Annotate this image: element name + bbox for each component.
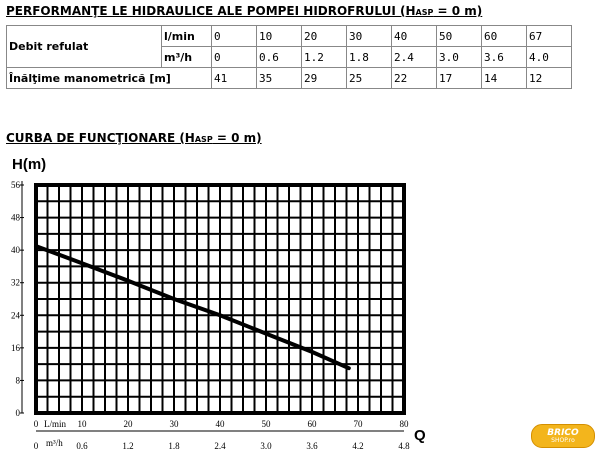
unit-m3h: m³/h bbox=[162, 47, 212, 68]
table-cell: 0 bbox=[212, 47, 257, 68]
x2-tick-label: 3.0 bbox=[260, 441, 272, 451]
x-tick-label: 50 bbox=[261, 419, 271, 429]
table-cell: 3.6 bbox=[482, 47, 527, 68]
y-tick-label: 8 bbox=[15, 375, 20, 386]
flow-label: Debit refulat bbox=[7, 26, 162, 68]
x2-tick-label: 2.4 bbox=[214, 441, 226, 451]
table-cell: 35 bbox=[257, 68, 302, 89]
x2-tick-label: 0 bbox=[33, 441, 39, 451]
table-cell: 20 bbox=[302, 26, 347, 47]
x-tick-label: 30 bbox=[169, 419, 179, 429]
y-tick-label: 32 bbox=[11, 277, 20, 288]
unit-lmin: l/min bbox=[162, 26, 212, 47]
title-main: PERFORMANŢE LE HIDRAULICE ALE POMPEI HIDROFRULUI (H bbox=[6, 4, 416, 18]
y-tick-label: 48 bbox=[11, 212, 20, 223]
data-point bbox=[311, 350, 314, 353]
chart-title bbox=[6, 131, 262, 145]
table-cell: 10 bbox=[257, 26, 302, 47]
x-unit-label: L/min bbox=[44, 419, 66, 429]
data-point bbox=[265, 332, 268, 335]
x2-tick-label: 1.2 bbox=[122, 441, 134, 451]
table-cell: 30 bbox=[347, 26, 392, 47]
logo-line2: SHOP.ro bbox=[551, 436, 575, 444]
x-tick-label: 10 bbox=[77, 419, 87, 429]
performance-table-title bbox=[6, 4, 482, 18]
table-cell: 22 bbox=[392, 68, 437, 89]
table-cell: 1.8 bbox=[347, 47, 392, 68]
performance-table bbox=[6, 25, 572, 89]
data-point bbox=[35, 245, 38, 248]
y-tick-label: 40 bbox=[11, 245, 20, 256]
table-cell: 17 bbox=[437, 68, 482, 89]
data-point bbox=[219, 314, 222, 317]
x2-tick-label: 1.8 bbox=[168, 441, 180, 451]
x2-unit-label: m³/h bbox=[46, 438, 63, 448]
title-subscript: ASP bbox=[415, 8, 434, 17]
title-main: CURBA DE FUNCŢIONARE (H bbox=[6, 131, 195, 145]
table-cell: 14 bbox=[482, 68, 527, 89]
y-tick-label: 24 bbox=[11, 310, 20, 321]
table-cell: 40 bbox=[392, 26, 437, 47]
bricoshop-logo bbox=[531, 424, 595, 448]
x-tick-label: 60 bbox=[307, 419, 317, 429]
x2-tick-label: 4.8 bbox=[398, 441, 410, 451]
x-tick-label: 80 bbox=[399, 419, 409, 429]
data-point bbox=[81, 262, 84, 265]
x2-tick-label: 3.6 bbox=[306, 441, 318, 451]
table-cell: 1.2 bbox=[302, 47, 347, 68]
grid bbox=[36, 185, 404, 413]
table-cell: 41 bbox=[212, 68, 257, 89]
table-cell: 25 bbox=[347, 68, 392, 89]
x-axis-label: Q bbox=[414, 427, 426, 444]
title-end: = 0 m) bbox=[433, 4, 483, 18]
table-cell: 67 bbox=[527, 26, 572, 47]
head-label: Înălţime manometrică [m] bbox=[7, 68, 212, 89]
table-cell: 50 bbox=[437, 26, 482, 47]
title-subscript: ASP bbox=[194, 135, 213, 144]
logo-line1: BRICO bbox=[547, 427, 579, 438]
data-point bbox=[127, 279, 130, 282]
table-row-head bbox=[7, 68, 572, 89]
data-point bbox=[173, 298, 176, 301]
y-axis-label: H(m) bbox=[12, 156, 47, 173]
y-tick-label: 16 bbox=[11, 342, 20, 353]
x2-tick-label: 4.2 bbox=[352, 441, 364, 451]
x-tick-label: 40 bbox=[215, 419, 225, 429]
x-tick-label: 0 bbox=[33, 419, 39, 429]
table-cell: 2.4 bbox=[392, 47, 437, 68]
x2-tick-label: 0.6 bbox=[76, 441, 88, 451]
table-cell: 29 bbox=[302, 68, 347, 89]
table-cell: 12 bbox=[527, 68, 572, 89]
table-cell: 4.0 bbox=[527, 47, 572, 68]
table-row-flow-lmin bbox=[7, 26, 572, 47]
performance-curve-chart bbox=[0, 145, 600, 454]
x-tick-label: 70 bbox=[353, 419, 363, 429]
table-cell: 0.6 bbox=[257, 47, 302, 68]
table-cell: 0 bbox=[212, 26, 257, 47]
data-point bbox=[347, 367, 350, 370]
x-tick-label: 20 bbox=[123, 419, 133, 429]
table-cell: 60 bbox=[482, 26, 527, 47]
y-tick-label: 56 bbox=[11, 180, 20, 190]
y-tick-label: 0 bbox=[15, 408, 20, 418]
table-cell: 3.0 bbox=[437, 47, 482, 68]
title-end: = 0 m) bbox=[212, 131, 262, 145]
